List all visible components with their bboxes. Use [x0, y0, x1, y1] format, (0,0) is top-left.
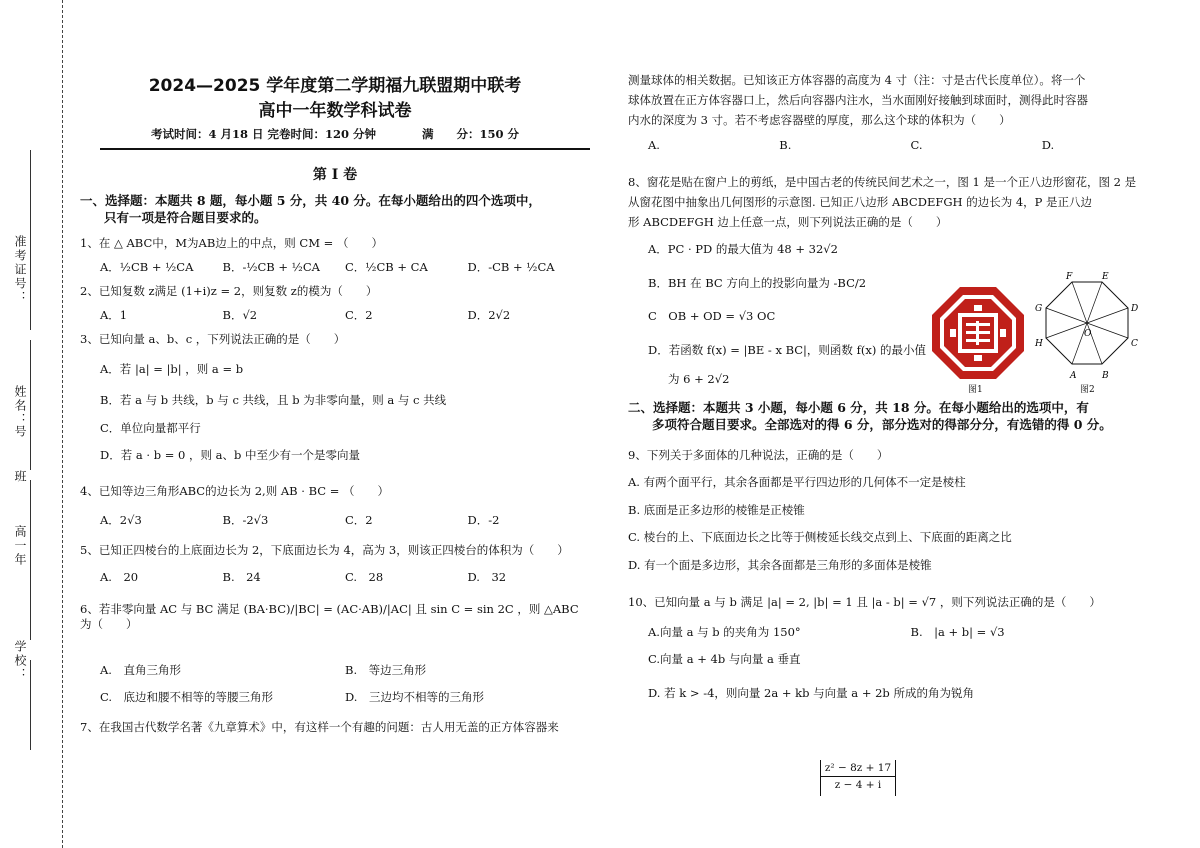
question-4: 4、已知等边三角形ABC的边长为 2,则 AB · BC = （ ）	[80, 483, 389, 498]
vertex-label: B	[1102, 371, 1109, 380]
left-column	[80, 75, 590, 735]
option-d: D．-2	[467, 513, 500, 528]
vertex-label: D	[1131, 304, 1139, 314]
header-rule	[100, 148, 590, 150]
option-a: A. 20	[100, 570, 139, 585]
question-10-options-row1	[648, 625, 1173, 641]
question-7-line: 内水的深度为 3 寸。若不考虑容器壁的厚度，那么这个球的体积为（ ）	[628, 113, 1011, 128]
option-d: D. 32	[467, 570, 507, 585]
binding-label-school: 学校：	[13, 640, 27, 682]
option-d: D.	[1041, 138, 1055, 153]
vertex-label: A	[1070, 371, 1077, 380]
octagon-diagram	[1032, 270, 1142, 380]
option-c: C.向量 a + 4b 与向量 a 垂直	[648, 652, 801, 667]
option-c: C. 底边和腰不相等的等腰三角形	[100, 690, 274, 705]
option-a: A．1	[100, 307, 128, 322]
option-c: C．½CB + CA	[345, 259, 428, 274]
option-d: D．-CB + ½CA	[467, 259, 555, 274]
option-b: B．-½CB + ½CA	[222, 259, 320, 274]
question-6-options-row2	[100, 690, 590, 706]
option-c: C.	[910, 138, 923, 153]
binding-line	[30, 660, 31, 750]
section2	[628, 400, 1173, 434]
question-2: 2、已知复数 z满足 (1+i)z = 2，则复数 z的模为（ ）	[80, 284, 378, 299]
option-b: B. 底面是正多边形的棱锥是正棱锥	[628, 502, 805, 517]
vertex-label: H	[1035, 339, 1043, 349]
binding-margin	[0, 0, 75, 848]
binding-dashed-line	[62, 0, 63, 848]
section1-line2: 只有一项是符合题目要求的。	[104, 210, 267, 226]
question-8-line: 从窗花图中抽象出几何图形的示意图. 已知正八边形 ABCDEFGH 的边长为 4，P 是正八边	[628, 195, 1093, 210]
option-c: C．2	[345, 307, 373, 322]
option-d: D．2√2	[467, 307, 511, 322]
option-d: D．若函数 f(x) = |BE - x BC|，则函数 f(x) 的最小值	[648, 342, 926, 357]
vertex-label: F	[1066, 272, 1073, 282]
question-8-line: 8、窗花是贴在窗户上的剪纸，是中国古老的传统民间艺术之一，图 1 是一个正八边形窗花，图 2 是	[628, 174, 1137, 189]
option-b: B. 24	[222, 570, 261, 585]
option-b: B. |a + b| = √3	[910, 624, 1005, 639]
option-d-continued: 为 6 + 2√2	[668, 372, 730, 387]
option-b: B．若 a 与 b 共线，b 与 c 共线，且 b 为非零向量，则 a 与 c 共线	[100, 393, 447, 408]
option-a: A．2√3	[100, 513, 142, 528]
question-7-options	[648, 138, 1173, 154]
vertex-label: C	[1131, 339, 1138, 349]
option-a: A．若 |a| = |b| ，则 a = b	[100, 361, 244, 376]
question-8-line: 形 ABCDEFGH 边上任意一点，则下列说法正确的是（ ）	[628, 215, 948, 230]
formula-denominator: z − 4 + i	[834, 779, 882, 791]
option-c: C OB + OD = √3 OC	[648, 309, 776, 324]
figure-1-caption: 图1	[968, 385, 983, 395]
option-d: D. 有一个面是多边形，其余各面都是三角形的多面体是棱锥	[628, 557, 932, 572]
option-c: C．单位向量都平行	[100, 420, 201, 435]
figure-1-window-flower	[930, 285, 1026, 381]
option-a: A.	[648, 138, 660, 153]
exam-title: 2024—2025 学年度第二学期福九联盟期中联考	[148, 76, 522, 96]
vertex-label: O	[1084, 329, 1092, 339]
binding-line	[30, 150, 31, 330]
question-7-line: 球体放置在正方体容器口上，然后向容器内注水，当水面刚好接触到球面时，测得此时容器	[628, 93, 1088, 108]
option-d: D. 若 k > -4，则向量 2a + kb 与向量 a + 2b 所成的角为锐角	[648, 685, 974, 700]
question-9: 9、下列关于多面体的几种说法，正确的是（ ）	[628, 447, 889, 462]
section1-line1: 一、选择题：本题共 8 题，每小题 5 分，共 40 分。在每小题给出的四个选项中，	[80, 193, 541, 209]
option-a: A.向量 a 与 b 的夹角为 150°	[648, 624, 801, 639]
question-1: 1、在 △ ABC中，M为AB边上的中点，则 CM = （ ）	[80, 236, 383, 251]
option-d: D. 三边均不相等的三角形	[345, 690, 484, 705]
binding-label-number: 号	[13, 425, 27, 439]
option-b: B. 等边三角形	[345, 662, 427, 677]
question-1-options	[100, 260, 590, 276]
binding-label-class: 班	[13, 470, 27, 484]
option-c: C．2	[345, 513, 373, 528]
binding-label-grade: 高一年	[13, 525, 27, 567]
exam-info: 考试时间：4 月18 日 完卷时间：120 分钟 满 分：150 分	[150, 126, 520, 141]
section2-line2: 多项符合题目要求。全部选对的得 6 分，部分选对的得部分分，有选错的得 0 分。	[652, 416, 1112, 432]
binding-line	[30, 480, 31, 640]
question-3: 3、已知向量 a、b、c ，下列说法正确的是（ ）	[80, 332, 346, 347]
binding-label-exam-id: 准考证号：	[13, 235, 27, 305]
question-6: 6、若非零向量 AC 与 BC 满足 (BA·BC)/|BC| = (AC·AB)/|AC| 且 sin C = sin 2C ，则 △ABC 为（ ）	[80, 601, 579, 632]
binding-label-name: 姓名：	[13, 385, 27, 427]
binding-line	[30, 340, 31, 470]
option-a: A．½CB + ½CA	[100, 259, 194, 274]
question-7-line: 测量球体的相关数据。已知该正方体容器的高度为 4 寸（注：寸是古代长度单位）。将一个	[628, 73, 1086, 87]
vertex-label: E	[1102, 272, 1109, 282]
option-c: C. 棱台的上、下底面边长之比等于侧棱延长线交点到上、下底面的距离之比	[628, 530, 1012, 545]
exam-subtitle: 高中一年数学科试卷	[258, 100, 412, 121]
option-b: B.	[779, 138, 792, 153]
question-5-options	[100, 570, 590, 586]
question-5: 5、已知正四棱台的上底面边长为 2，下底面边长为 4，高为 3，则该正四棱台的体积为（ ）	[80, 542, 569, 557]
option-a: A. 有两个面平行，其余各面都是平行四边形的几何体不一定是棱柱	[628, 475, 966, 490]
question-10: 10、已知向量 a 与 b 满足 |a| = 2, |b| = 1 且 |a - b| = √7 ，则下列说法正确的是（ ）	[628, 595, 1101, 610]
volume-heading: 第 Ⅰ 卷	[312, 167, 358, 184]
option-d: D．若 a · b = 0 ，则 a、b 中至少有一个是零向量	[100, 448, 361, 463]
figure-2-octagon-diagram	[1032, 270, 1142, 380]
option-a: A．PC · PD 的最大值为 48 + 32√2	[648, 242, 838, 257]
option-b: B．BH 在 BC 方向上的投影向量为 -BC/2	[648, 275, 867, 290]
formula-numerator: z² − 8z + 17	[821, 760, 895, 777]
option-a: A. 直角三角形	[100, 662, 181, 677]
option-c: C. 28	[345, 570, 384, 585]
question-4-options	[100, 513, 590, 529]
figure-2-caption: 图2	[1080, 385, 1095, 395]
octagon-window-flower-image	[930, 285, 1026, 381]
option-b: B．√2	[222, 307, 258, 322]
section2-line1: 二、选择题：本题共 3 小题，每小题 6 分，共 18 分。在每小题给出的选项中，有	[628, 399, 1089, 415]
complex-formula	[820, 760, 896, 796]
vertex-label: G	[1035, 304, 1043, 314]
question-2-options	[100, 308, 590, 324]
question-7-start: 7、在我国古代数学名著《九章算术》中，有这样一个有趣的问题：古人用无盖的正方体容器来	[80, 719, 559, 734]
option-b: B．-2√3	[222, 513, 269, 528]
question-6-options-row1	[100, 663, 590, 679]
